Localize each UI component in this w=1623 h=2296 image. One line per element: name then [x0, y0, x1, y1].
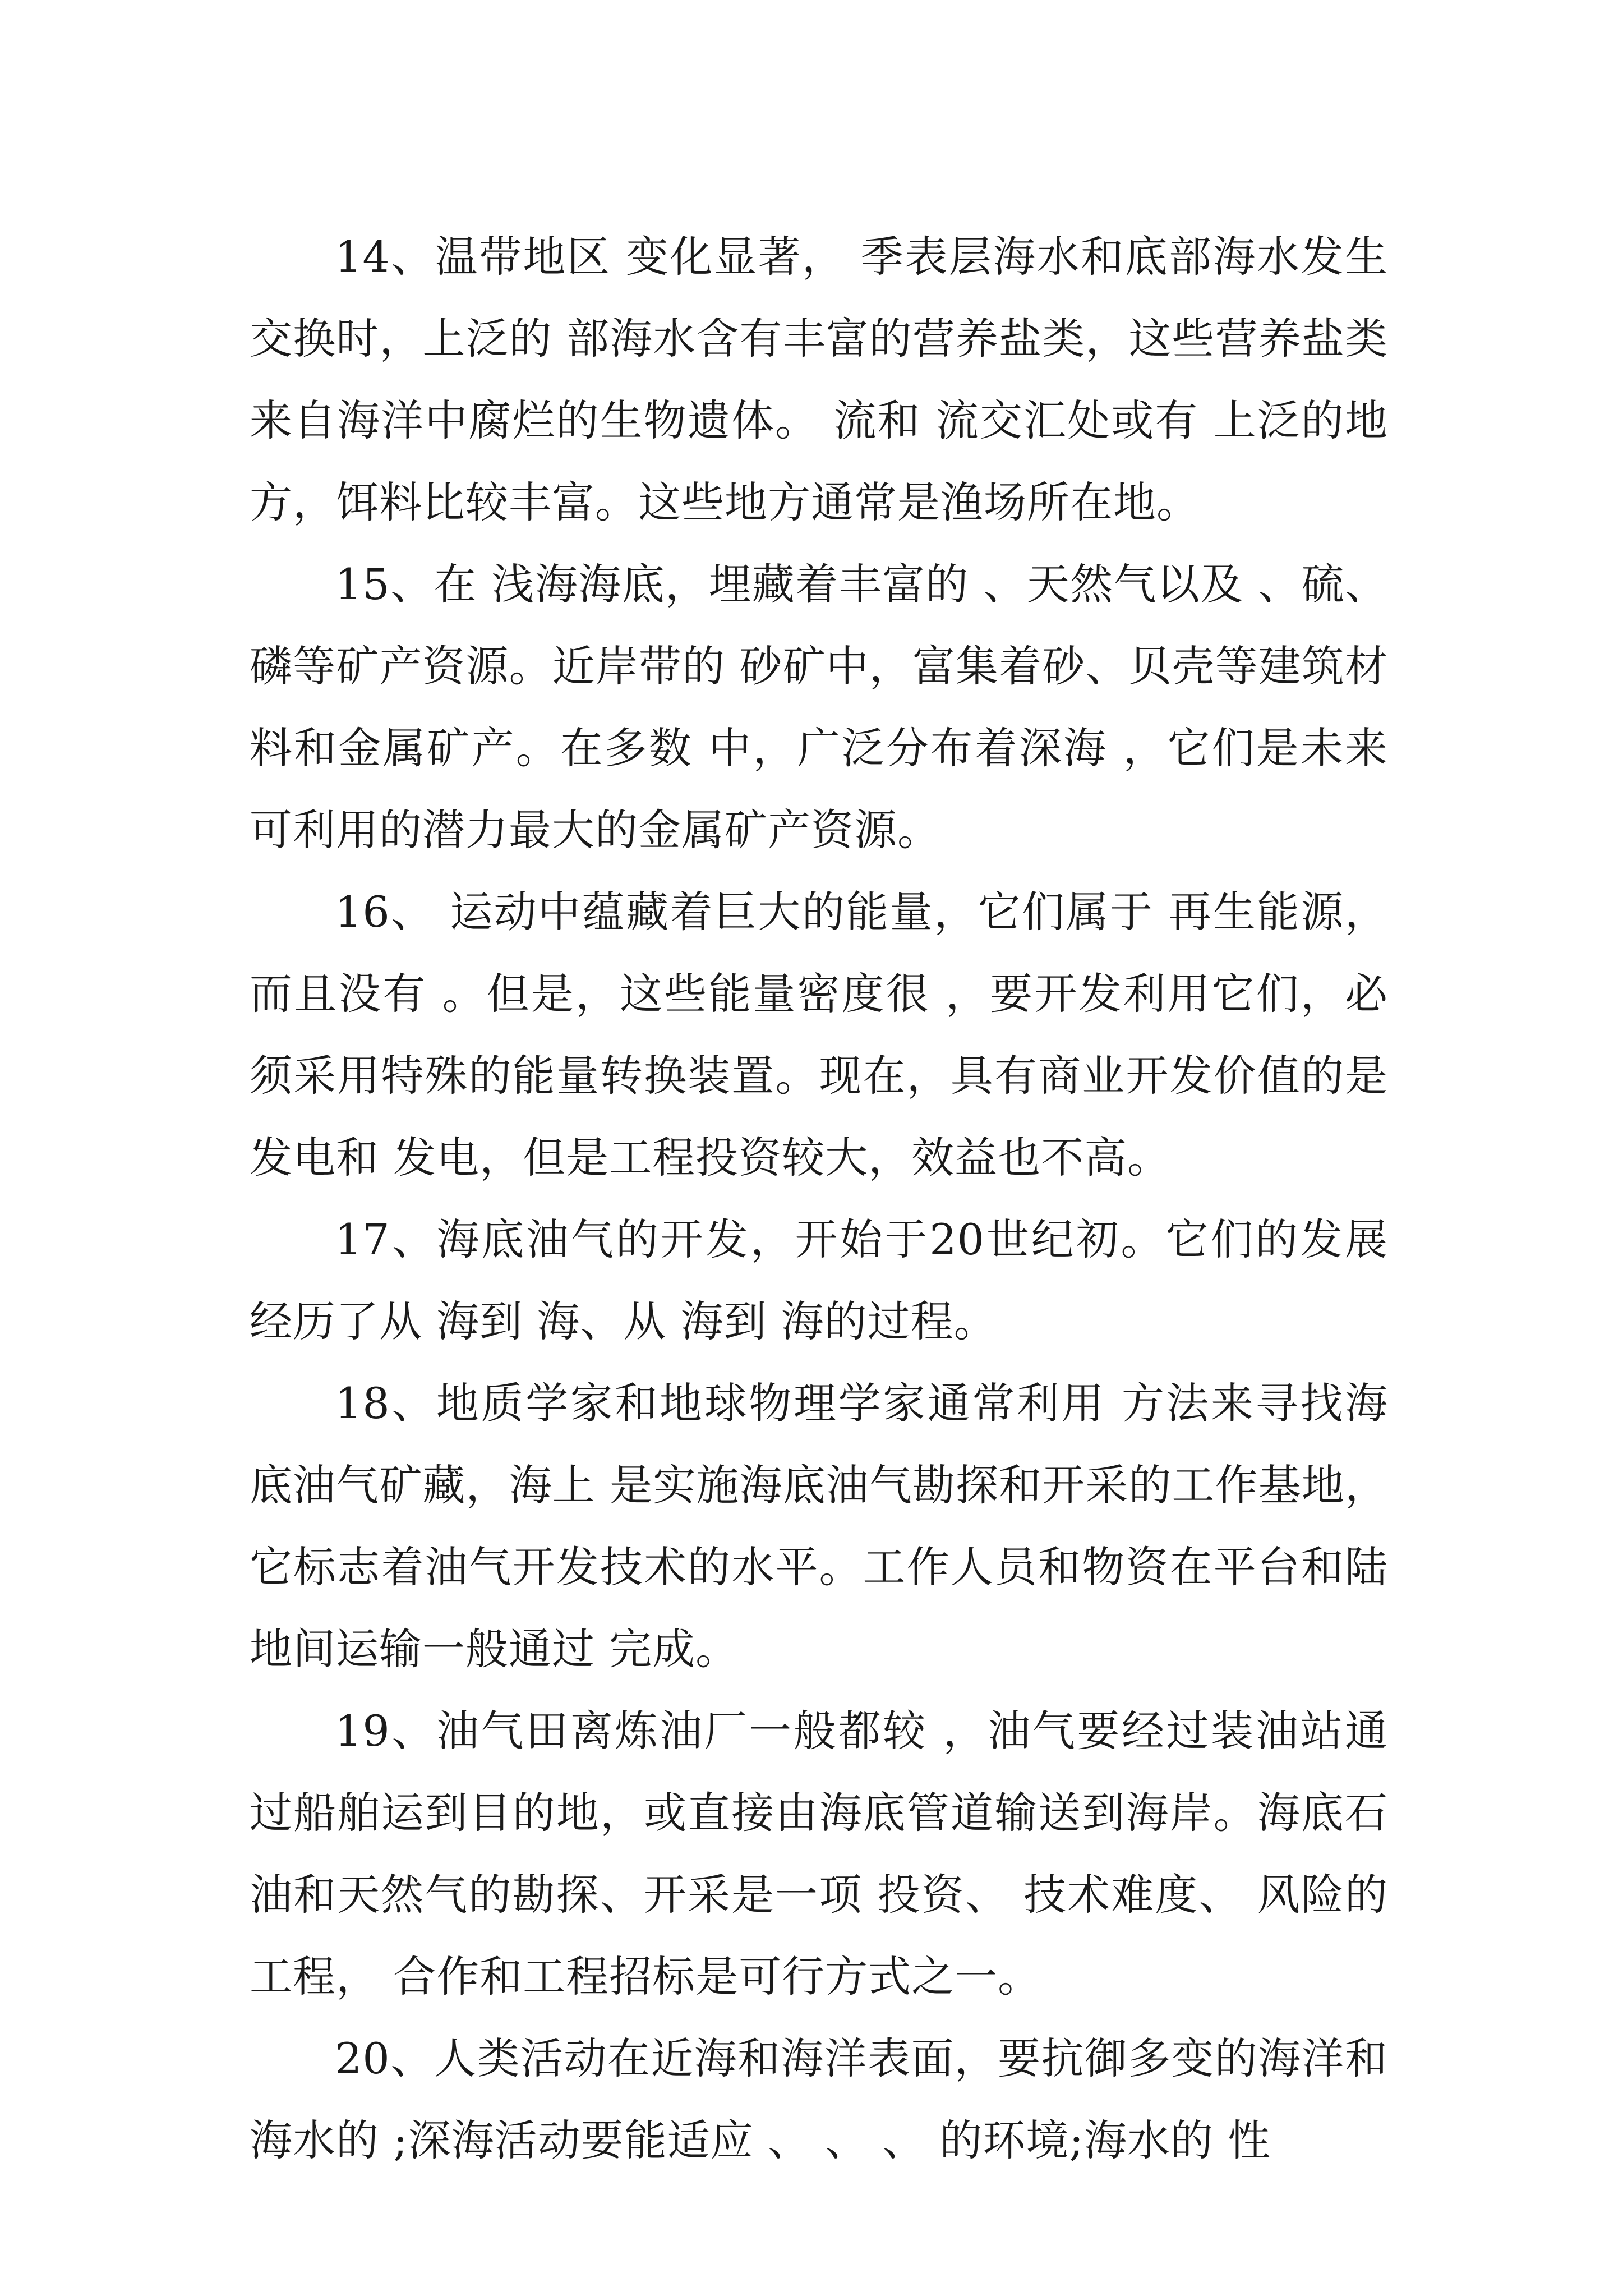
paragraph-14: 14、温带地区 变化显著， 季表层海水和底部海水发生交换时，上泛的 部海水含有丰富的营养盐类，这些营养盐类来自海洋中腐烂的生物遗体。 流和 流交汇处或有 上泛的地方，饵料比较丰富。这些地方通常是渔场所在地。: [250, 232, 1388, 527]
paragraph-15: 15、在 浅海海底，埋藏着丰富的 、天然气以及 、硫、磷等矿产资源。近岸带的 砂矿中，富集着砂、贝壳等建筑材料和金属矿产。在多数 中，广泛分布着深海 ，它们是未来可利用的潜力最大的金属矿产资源。: [250, 559, 1388, 855]
paragraph-19: 19、油气田离炼油厂一般都较 ，油气要经过装油站通过船舶运到目的地，或直接由海底管道输送到海岸。海底石油和天然气的勘探、开采是一项 投资、 技术难度、 风险的工程， 合作和工程招标是可行方式之一。: [250, 1706, 1388, 2001]
paragraph-17: 17、海底油气的开发，开始于20世纪初。它们的发展经历了从 海到 海、从 海到 海的过程。: [250, 1214, 1388, 1346]
document-body: [250, 216, 1403, 2182]
paragraph-20: 20、人类活动在近海和海洋表面，要抗御多变的海洋和海水的 ;深海活动要能适应 、 、 、 的环境;海水的 性: [250, 2033, 1388, 2165]
paragraph-16: 16、 运动中蕴藏着巨大的能量，它们属于 再生能源，而且没有 。但是，这些能量密度很 ，要开发利用它们，必须采用特殊的能量转换装置。现在，具有商业开发价值的是 发电和 发电，但是工程投资较大，效益也不高。: [250, 887, 1403, 1182]
paragraph-18: 18、地质学家和地球物理学家通常利用 方法来寻找海底油气矿藏，海上 是实施海底油气勘探和开采的工作基地，它标志着油气开发技术的水平。工作人员和物资在平台和陆地间运输一般通过 完成。: [250, 1378, 1388, 1674]
